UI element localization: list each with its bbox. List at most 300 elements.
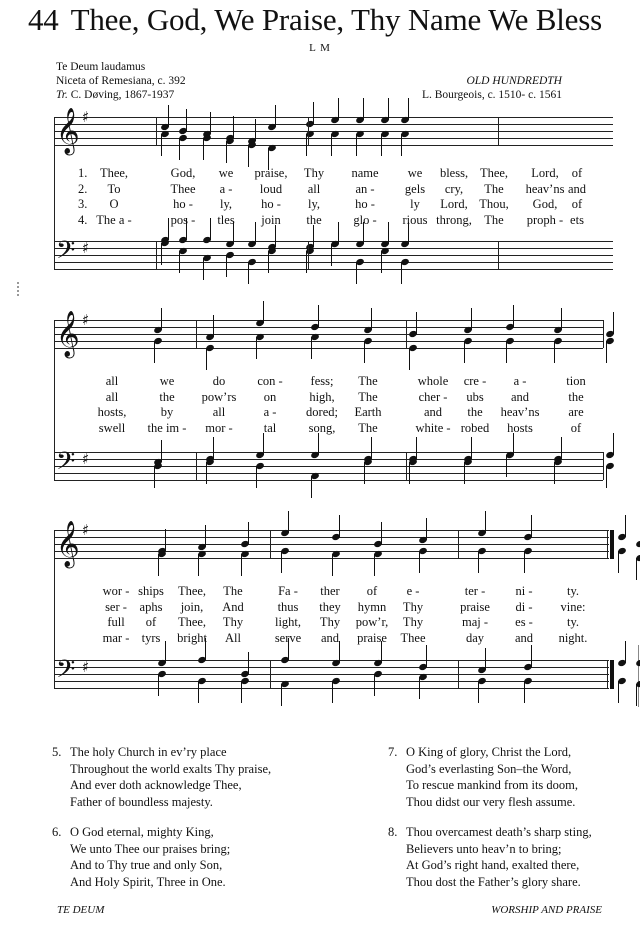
lyric-syllable: and [567,181,587,196]
system-bracket-line [54,320,55,480]
barline [603,320,604,348]
page-edge-mark [638,645,639,707]
note-stem [613,433,614,455]
stanza-line: Thou overcamest death’s sharp sting, [406,825,592,839]
note-stem [179,251,180,273]
note-stem [158,554,159,576]
note-stem [233,116,234,138]
staff-line [54,124,613,125]
note-stem [506,341,507,363]
note-stem [338,222,339,244]
barline [607,530,608,558]
lyric-syllable: robed [460,420,490,435]
latin-title: Te Deum laudamus [56,61,146,73]
lyric-syllable: fess; [310,374,334,388]
final-barline [610,530,614,559]
lyric-syllable: rious [402,212,428,227]
barline [458,530,459,558]
note-stem [198,554,199,576]
note-stem [478,551,479,573]
lyric-syllable: praise, [254,166,288,180]
stanza-line: To rescue mankind from its doom, [406,778,579,792]
lyric-syllable: e - [406,584,420,598]
lyric-syllable: ni - [515,584,533,598]
lyric-syllable: all [212,405,226,419]
lyric-syllable: join [261,212,281,227]
note-stem [636,684,637,706]
lyric-syllable: cher - [418,389,448,404]
lyric-syllable: serve [274,630,302,645]
note-stem [613,312,614,334]
staff-line [54,327,603,328]
lyric-syllable: night. [558,630,588,645]
note-stem [419,677,420,699]
treble-clef-icon: 𝄞 [56,311,80,357]
barline [498,241,499,269]
note-stem [374,554,375,576]
note-stem [364,341,365,363]
note-stem [339,515,340,537]
lyric-syllable: of [366,584,378,598]
note-stem [226,141,227,163]
footer-right: WORSHIP AND PRAISE [491,904,602,916]
lyric-syllable: Thee, [99,166,129,180]
key-signature-sharp-icon: ♯ [82,108,90,126]
note-stem [338,98,339,120]
lyric-syllable: Thee [170,181,196,196]
barline [607,660,608,688]
staff-line [54,334,603,335]
note-stem [179,138,180,160]
lyric-syllable: a - [513,374,527,388]
lyric-syllable: The [358,420,378,435]
note-stem [306,134,307,156]
lyric-syllable: a - [219,181,233,196]
note-stem [371,437,372,459]
barline [308,241,309,269]
note-stem [331,134,332,156]
lyric-syllable: di - [515,599,533,614]
barline [498,117,499,145]
lyric-syllable: ly, [219,197,233,211]
stanza-line: Believers unto heav’n to bring; [406,841,562,856]
note-stem [464,341,465,363]
staff-line [54,320,603,321]
note-stem [506,455,507,477]
note-stem [313,102,314,124]
lyric-syllable: all [307,181,321,196]
lyric-syllable: Thee, [177,615,207,629]
note-stem [513,305,514,327]
barline [603,452,604,480]
lyric-syllable: of [145,615,157,629]
lyric-syllable: ty. [566,584,580,598]
staff-line [54,480,603,481]
lyric-syllable: ho - [355,197,375,211]
lyric-syllable: swell [98,420,126,435]
note-stem [206,348,207,370]
lyric-syllable: all [105,374,119,388]
staff-line [54,674,609,675]
lyric-syllable: The a - [96,212,132,227]
text-author: Niceta of Remesiana, c. 392 [56,75,186,87]
lyric-syllable: and [514,630,534,645]
stanza-line: God’s everlasting Son–the Word, [406,761,572,776]
note-stem [625,515,626,537]
tune-credits [422,74,562,102]
lyric-syllable: bless, [439,166,469,180]
note-stem [485,511,486,533]
staff-line [54,269,613,270]
hymn-number: 44 [28,2,59,37]
note-stem [401,134,402,156]
staff-line [54,452,603,453]
note-stem [306,251,307,273]
note-stem [255,119,256,141]
note-stem [203,258,204,280]
note-stem [356,262,357,284]
note-stem [158,674,159,696]
lyric-syllable: Earth [354,405,382,419]
lyric-syllable: Thee, [177,584,207,598]
stanza-number: 6. [52,825,62,839]
system-bracket-line [54,117,55,269]
note-stem [165,641,166,663]
staff-line [54,248,613,249]
note-stem [339,641,340,663]
footer-left: TE DEUM [57,904,105,916]
note-stem [409,348,410,370]
lyric-syllable: the im - [147,420,187,435]
lyric-syllable: ho - [173,197,193,211]
note-stem [636,558,637,580]
note-stem [618,551,619,573]
lyric-syllable: bright [177,630,207,645]
lyric-syllable: ter - [464,584,486,598]
lyric-syllable: The [484,212,504,227]
stanza-5 [52,744,272,810]
lyric-syllable: mor - [205,420,233,435]
note-stem [161,243,162,265]
lyric-syllable: and [320,630,340,645]
note-stem [606,466,607,488]
key-signature-sharp-icon: ♯ [82,239,90,257]
lyric-syllable: Lord, [531,166,559,180]
note-stem [554,341,555,363]
note-stem [161,440,162,462]
lyric-syllable: hymn [357,599,387,614]
note-stem [311,337,312,359]
treble-staff [54,320,603,348]
note-stem [248,522,249,544]
note-stem [419,551,420,573]
note-stem [248,652,249,674]
stanza-line: Throughout the world exalts Thy praise, [70,761,272,776]
lyric-syllable: tion [566,374,586,388]
note-stem [356,134,357,156]
note-stem [381,251,382,273]
lyric-syllable: Thee, [479,166,509,180]
lyric-syllable: the [306,212,322,227]
lyric-syllable: gels [404,181,426,196]
lyric-syllable: high, [309,389,335,404]
note-stem [374,674,375,696]
barline [270,530,271,558]
note-stem [281,684,282,706]
stanza-line: O God eternal, mighty King, [70,825,214,839]
lyric-syllable: ther [320,584,340,598]
verse-number: 4. [78,212,88,227]
lyric-syllable: ly, [307,197,321,211]
lyric-syllable: on [263,389,277,404]
note-stem [226,255,227,277]
staff-line [54,138,613,139]
note-stem [531,515,532,537]
note-stem [161,134,162,156]
lyric-syllable: ets [570,212,584,227]
translator: C. Døving, 1867-1937 [70,89,175,101]
key-signature-sharp-icon: ♯ [82,658,90,676]
key-signature-sharp-icon: ♯ [82,311,90,329]
note-stem [332,554,333,576]
stanza-line: We unto Thee our praises bring; [70,841,231,856]
lyric-syllable: tal [263,420,277,435]
note-stem [275,225,276,247]
stanza-number: 8. [388,825,398,839]
note-stem [213,315,214,337]
note-stem [471,308,472,330]
stanza-line: Thou didst our very flesh assume. [406,794,576,809]
staff-line [54,262,613,263]
lyric-syllable: of [571,197,583,211]
lyric-syllable: praise [460,599,490,614]
tune-composer: L. Bourgeois, c. 1510- c. 1561 [421,89,562,101]
lyric-syllable: of [571,166,583,180]
lyric-syllable: pos - [170,212,196,227]
note-stem [206,462,207,484]
barline [156,117,157,145]
barline [458,660,459,688]
bass-staff [54,452,603,480]
lyric-syllable: and [510,389,530,404]
lyric-syllable: cry, [444,181,464,196]
lyric-syllable: dored; [306,405,338,419]
note-stem [210,218,211,240]
hymn-title-text: Thee, God, We Praise, Thy Name We Bless [70,2,602,37]
lyric-syllable: Thee [400,630,426,645]
note-stem [311,476,312,498]
lyric-syllable: Thy [319,615,341,629]
lyric-syllable: whole [417,374,449,388]
note-stem [363,98,364,120]
lyric-syllable: all [105,389,119,404]
lyric-syllable: The [358,389,378,404]
note-stem [408,98,409,120]
lyric-syllable: white - [415,420,451,435]
lyric-syllable: do [212,374,226,388]
barline [270,660,271,688]
note-stem [388,98,389,120]
note-stem [625,641,626,663]
staff-line [54,544,609,545]
note-stem [426,518,427,540]
lyric-syllable: an - [355,181,375,196]
stanza-line: At God’s right hand, exalted there, [406,858,580,872]
note-stem [478,681,479,703]
note-stem [256,466,257,488]
barline [406,452,407,480]
lyric-syllable: Thy [222,615,244,629]
lyric-syllable: ships [138,584,164,598]
lyric-syllable: a - [263,405,277,419]
tune-name: OLD HUNDREDTH [466,75,562,87]
stanza-line: Thou dost the Father’s glory share. [406,874,581,889]
lyric-syllable: pow’r, [355,615,389,629]
staff-line [54,473,603,474]
lyric-syllable: glo - [353,212,377,227]
lyric-syllable: maj - [461,615,489,629]
note-stem [531,645,532,667]
note-stem [198,681,199,703]
bass-clef-icon: 𝄢 [56,655,76,690]
note-stem [554,462,555,484]
lyric-syllable: O [109,197,119,211]
stanza-line: And Holy Spirit, Three in One. [70,874,226,889]
note-stem [561,437,562,459]
lyric-syllable: ty. [566,615,580,629]
staff-line [54,145,613,146]
stanza-line: And ever doth acknowledge Thee, [70,778,242,792]
treble-clef-icon: 𝄞 [56,521,80,567]
margin-mark [17,282,19,296]
note-stem [241,554,242,576]
lyric-syllable: God, [532,197,558,211]
lyric-syllable: we [407,166,423,180]
key-signature-sharp-icon: ♯ [82,521,90,539]
note-stem [168,105,169,127]
lyric-syllable: The [223,584,243,598]
note-stem [275,105,276,127]
bass-clef-icon: 𝄢 [56,236,76,271]
note-stem [485,648,486,670]
barline [196,452,197,480]
lyric-syllable: the [159,389,175,404]
lyric-syllable: ly [410,197,420,211]
key-signature-sharp-icon: ♯ [82,450,90,468]
lyric-syllable: God, [170,166,196,180]
note-stem [161,308,162,330]
stanza-line: The holy Church in ev’ry place [70,745,227,759]
staff-line [54,255,613,256]
staff-line [54,466,603,467]
note-stem [381,522,382,544]
notehead [635,659,640,667]
stanza-8 [388,824,592,890]
lyric-syllable: hosts [507,420,533,435]
lyric-syllable: Thy [303,166,325,180]
note-stem [288,511,289,533]
lyric-syllable: join, [180,599,204,614]
stanza-line: Father of boundless majesty. [70,794,213,809]
lyric-syllable: thus [277,599,299,614]
lyric-syllable: heav’ns [525,181,565,196]
note-stem [168,218,169,240]
lyric-syllable: cre - [463,374,487,388]
translator-line [56,88,186,102]
note-stem [281,551,282,573]
lyric-syllable: ser - [105,599,127,614]
note-stem [248,145,249,167]
lyric-syllable: con - [257,374,283,388]
note-stem [203,138,204,160]
lyric-syllable: we [159,374,175,388]
staff-line [54,341,603,342]
note-stem [371,308,372,330]
stanza-number: 7. [388,745,398,759]
note-stem [471,437,472,459]
note-stem [213,437,214,459]
lyric-syllable: vine: [560,599,586,614]
lyric-syllable: And [222,599,244,614]
note-stem [524,551,525,573]
note-stem [416,312,417,334]
stanza-line: O King of glory, Christ the Lord, [406,745,572,759]
verse-number: 2. [78,181,88,196]
note-stem [388,222,389,244]
lyric-syllable: Thy [402,615,424,629]
lyric-syllable: day [465,630,485,645]
barline [156,241,157,269]
lyric-syllable: Thou, [479,197,509,211]
note-stem [318,433,319,455]
note-stem [524,681,525,703]
lyric-syllable: tles [217,212,235,227]
lyric-syllable: All [225,630,241,645]
note-stem [154,341,155,363]
lyric-syllable: song, [308,420,336,435]
note-stem [263,433,264,455]
stanza-7 [388,744,579,810]
lyric-syllable: are [568,405,584,419]
lyric-syllable: ubs [466,389,484,404]
note-stem [313,225,314,247]
lyric-syllable: mar - [102,630,130,645]
note-stem [513,433,514,455]
lyric-syllable: Lord, [440,197,468,211]
lyric-syllable: light, [274,615,302,629]
stanza-6 [52,824,231,890]
notehead [635,540,640,548]
lyric-syllable: pow’rs [201,389,237,404]
staff-line [54,459,603,460]
note-stem [154,466,155,488]
note-stem [186,109,187,131]
lyric-syllable: loud [259,181,283,196]
note-stem [416,437,417,459]
lyric-syllable: by [160,405,174,419]
note-stem [381,134,382,156]
lyric-syllable: The [484,181,504,196]
lyric-syllable: es - [515,615,533,629]
lyric-syllable: Fa - [278,584,298,598]
lyric-syllable: the [568,389,584,404]
lyric-syllable: throng, [436,212,472,227]
note-stem [409,462,410,484]
stanza-number: 5. [52,745,62,759]
staff-line [54,530,609,531]
note-stem [165,529,166,551]
meter: L M [309,42,331,54]
